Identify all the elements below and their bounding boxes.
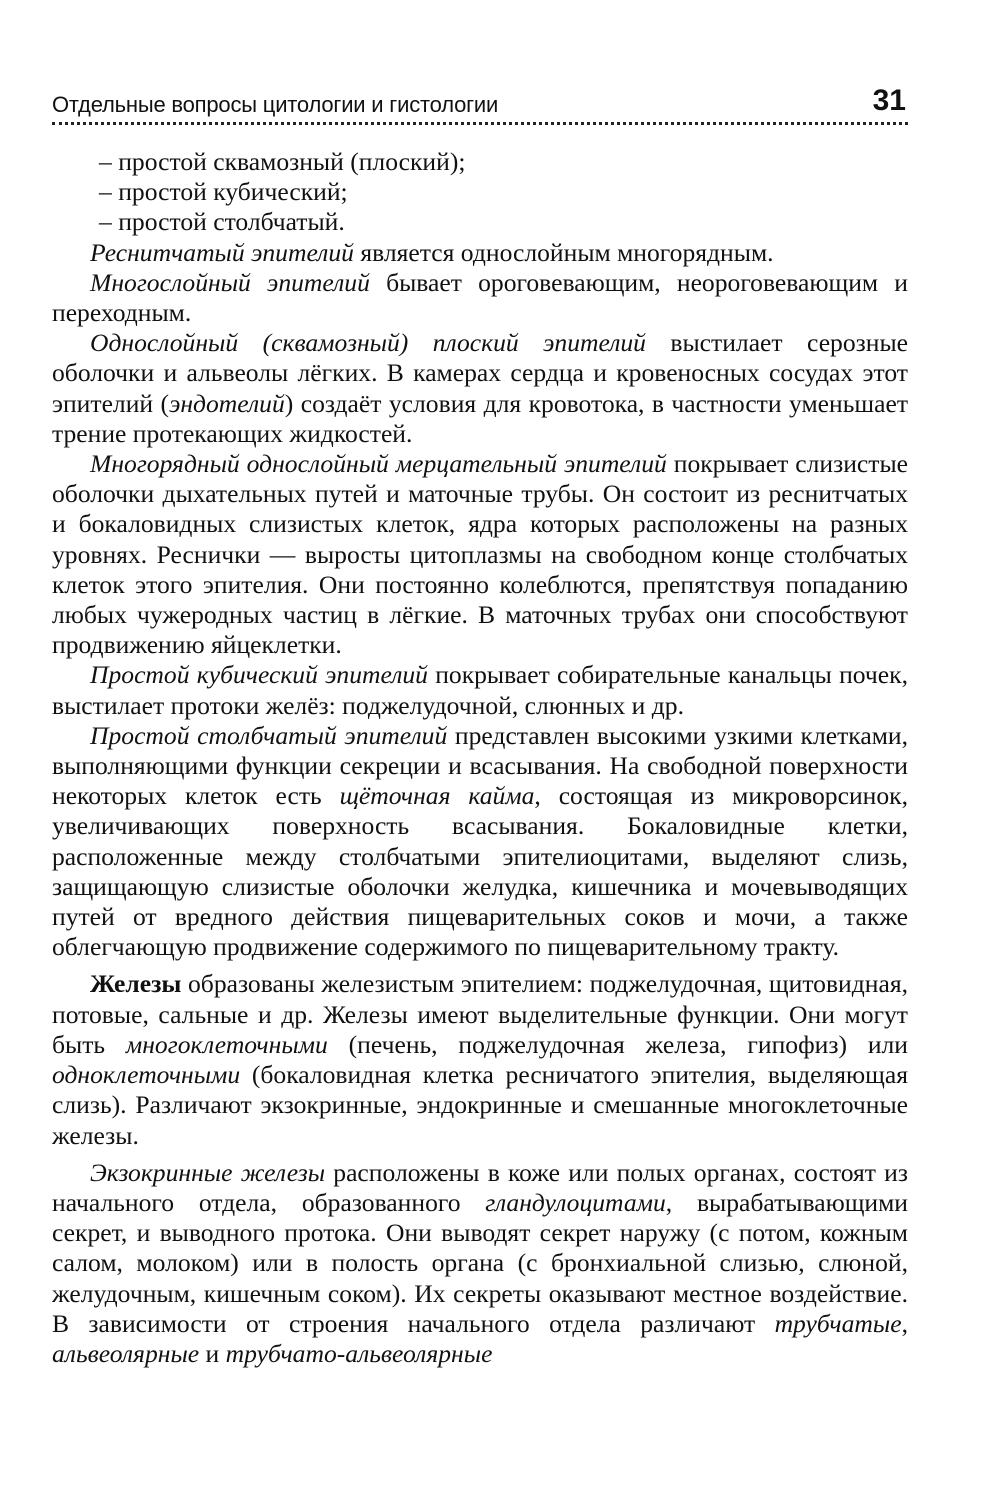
term: Простой кубический эпителий: [90, 660, 428, 690]
term: многоклеточными: [125, 1029, 328, 1059]
term-bold: Железы: [90, 969, 182, 999]
term: Многорядный однослойный мерцательный эпителий: [90, 449, 667, 479]
term: Простой столбчатый эпителий: [90, 720, 448, 750]
term: Экзокринные железы: [90, 1157, 326, 1187]
paragraph-exocrine: Экзокринные железы расположены в коже или полых органах, состоят из начального отдела, образованного гландулоцитами, вырабатывающими секрет, и выводного протока. Они выводят секрет наружу (с потом, кожным салом, молоком) или в полость органа (с бронхиальной слизью, слюной, желудочным, кишечным соком). Их секреты оказывают местное воздействие. В зависимости от строения начального отдела различают трубчатые, альвеолярные и трубчато-альвеолярные: [52, 1157, 909, 1368]
list-item: – простой кубический;: [99, 177, 348, 207]
page-body: [52, 147, 908, 1369]
paragraph-simple-cuboidal: Простой кубический эпителий покрывает собирательные канальцы почек, выстилает протоки желёз: поджелудочной, слюнных и др.: [52, 660, 908, 720]
term: Реснитчатый эпителий: [90, 237, 354, 267]
term: трубчато-альвеолярные: [225, 1338, 493, 1368]
term: гландулоцитами: [485, 1187, 666, 1217]
paragraph-simple-columnar: Простой столбчатый эпителий представлен высокими узкими клетками, выполняющими функции секреции и всасывания. На свободной поверхности некоторых клеток есть щёточная кайма, состоящая из микроворсинок, увеличивающих поверхность всасывания. Бокаловидные клетки, расположенные между столбчатыми эпителиоцитами, выделяют слизь, защищающую слизистые оболочки желудка, кишечника и мочевыводящих путей от вредного действия пищеварительных соков и мочи, а также облегчающую продвижение содержимого по пищеварительному тракту.: [52, 720, 908, 962]
paragraph-pseudostratified: Многорядный однослойный мерцательный эпителий покрывает слизистые оболочки дыхательных путей и маточные трубы. Он состоит из реснитчатых и бокаловидных слизистых клеток, ядра которых расположены на разных уровнях. Реснички — выросты цитоплазмы на свободном конце столбчатых клеток этого эпителия. Они постоянно колеблются, препятствуя попаданию любых чужеродных частиц в лёгкие. В маточных трубах они способствуют продвижению яйцеклетки.: [52, 449, 908, 660]
list-item: – простой столбчатый.: [99, 207, 345, 237]
term: трубчатые: [774, 1308, 902, 1338]
page-number: 31: [872, 84, 906, 117]
paragraph-stratified: Многослойный эпителий бывает ороговевающим, неороговевающим и переходным.: [52, 267, 908, 328]
term: Многослойный эпителий: [90, 267, 370, 297]
paragraph-ciliated: Реснитчатый эпителий является однослойным многорядным.: [90, 237, 774, 267]
running-title: Отдельные вопросы цитологии и гистологии: [52, 92, 499, 117]
running-header: [52, 84, 908, 125]
term: эндотелий: [169, 388, 285, 418]
epithelium-list: [52, 147, 908, 238]
paragraph-simple-squamous: Однослойный (сквамозный) плоский эпителий выстилает серозные оболочки и альвеолы лёгких. В камерах сердца и кровеносных сосудах этот эпителий (эндотелий) создаёт условия для кровотока, в частности уменьшает трение протекающих жидкостей.: [52, 328, 909, 448]
list-item: – простой сквамозный (плоский);: [99, 147, 466, 176]
term: альвеолярные: [52, 1338, 200, 1368]
paragraph-glands: Железы образованы железистым эпителием: поджелудочная, щитовидная, потовые, сальные и др. Железы имеют выделительные функции. Они могут быть многоклеточными (печень, поджелудочная железа, гипофиз) или одноклеточными (бокаловидная клетка ресничатого эпителия, выделяющая слизь). Различают экзокринные, эндокринные и смешанные многоклеточные железы.: [52, 969, 908, 1150]
term: щёточная кайма: [339, 781, 535, 811]
term: одноклеточными: [52, 1060, 241, 1090]
term: Однослойный (сквамозный) плоский эпителий: [90, 328, 646, 358]
